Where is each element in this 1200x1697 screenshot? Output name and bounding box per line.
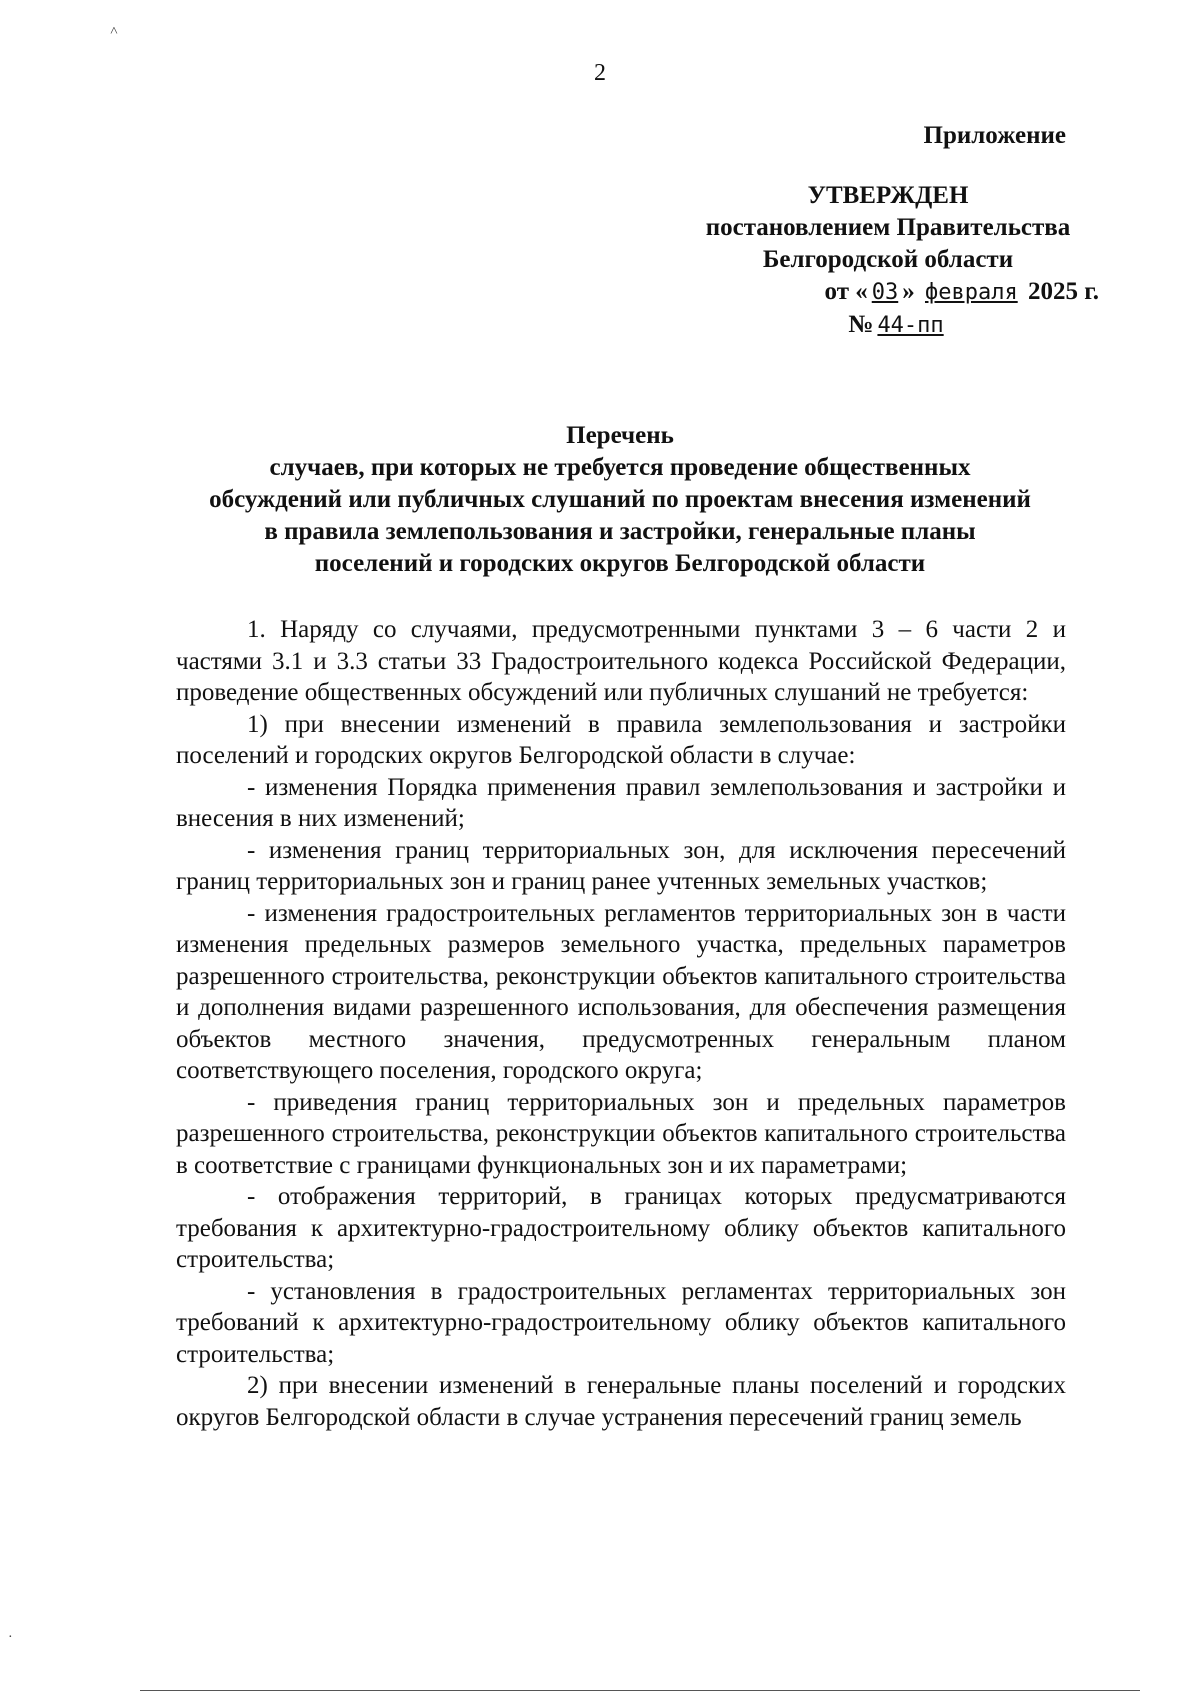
- approved-by-line-1: постановлением Правительства: [705, 214, 1071, 241]
- paragraph-item-1: 1. Наряду со случаями, предусмотренными пунктами 3 – 6 части 2 и частями 3.1 и 3.3 статьи 33 Градостроительного кодекса Российской Федерации, проведение общественных обсуждений или публичных слушаний не требуется:: [176, 616, 1066, 706]
- paragraph-bullet-requirements: - установления в градостроительных регламентах территориальных зон требований к архитектурно-градостроительному облику объектов капитального строительства;: [176, 1277, 1066, 1368]
- number-value: 44-пп: [877, 313, 944, 338]
- paragraph-bullet-display: - отображения территорий, в границах которых предусматриваются требования к архитектурно-градостроительному облику объектов капитального строительства;: [176, 1183, 1066, 1273]
- approval-stamp-block: [673, 120, 1103, 342]
- date-mid: »: [902, 278, 915, 305]
- paragraph-subitem-1: 1) при внесении изменений в правила землепользования и застройки поселений и городских округов Белгородской области в случае:: [176, 710, 1066, 769]
- paragraph-bullet-regulations: - изменения градостроительных регламентов территориальных зон в части изменения предельных размеров земельного участка, предельных параметров разрешенного строительства, реконструкции объектов капитального строительства и дополнения видами разрешенного использования, для обеспечения размещения объектов местного значения, предусмотренных генеральным планом соответствующего поселения, городского округа;: [176, 899, 1066, 1084]
- number-prefix: №: [848, 311, 874, 338]
- paragraph-subitem-2: 2) при внесении изменений в генеральные планы поселений и городских округов Белгородской области в случае устранения пересечений границ земель: [176, 1372, 1066, 1431]
- approved-label: УТВЕРЖДЕН: [807, 182, 969, 209]
- paragraph-bullet-alignment: - приведения границ территориальных зон и предельных параметров разрешенного строительства, реконструкции объектов капитального строительства в соответствие с границами функциональных зон и их параметрами;: [176, 1088, 1066, 1179]
- scan-speck: ·: [8, 1630, 13, 1645]
- paragraph-bullet-order: - изменения Порядка применения правил землепользования и застройки и внесения в них изменений;: [176, 773, 1066, 832]
- approval-date-line: [673, 276, 1103, 309]
- scan-edge-line: [140, 1690, 1140, 1691]
- document-title-line-3: в правила землепользования и застройки, генеральные планы: [264, 518, 976, 545]
- document-title-block: [175, 420, 1065, 580]
- date-year: 2025 г.: [1027, 278, 1099, 305]
- page-number: 2: [594, 60, 606, 86]
- document-title-line-2: обсуждений или публичных слушаний по проектам внесения изменений: [209, 486, 1031, 513]
- document-body: [176, 614, 1066, 1433]
- approval-number-line: [673, 309, 1103, 342]
- approved-by-line-2: Белгородской области: [762, 246, 1014, 273]
- document-title-line-1: случаев, при которых не требуется проведение общественных: [269, 454, 971, 481]
- paragraph-bullet-borders: - изменения границ территориальных зон, для исключения пересечений границ территориальных зон и границ ранее учтенных земельных участков;: [176, 836, 1066, 895]
- document-heading: Перечень: [566, 422, 674, 449]
- date-day: 03: [871, 280, 899, 305]
- appendix-label: Приложение: [923, 122, 1066, 149]
- scan-speck: ˄: [110, 24, 118, 39]
- document-title-line-4: поселений и городских округов Белгородской области: [314, 550, 926, 577]
- date-month: февраля: [924, 280, 1018, 305]
- date-prefix: от «: [824, 278, 868, 305]
